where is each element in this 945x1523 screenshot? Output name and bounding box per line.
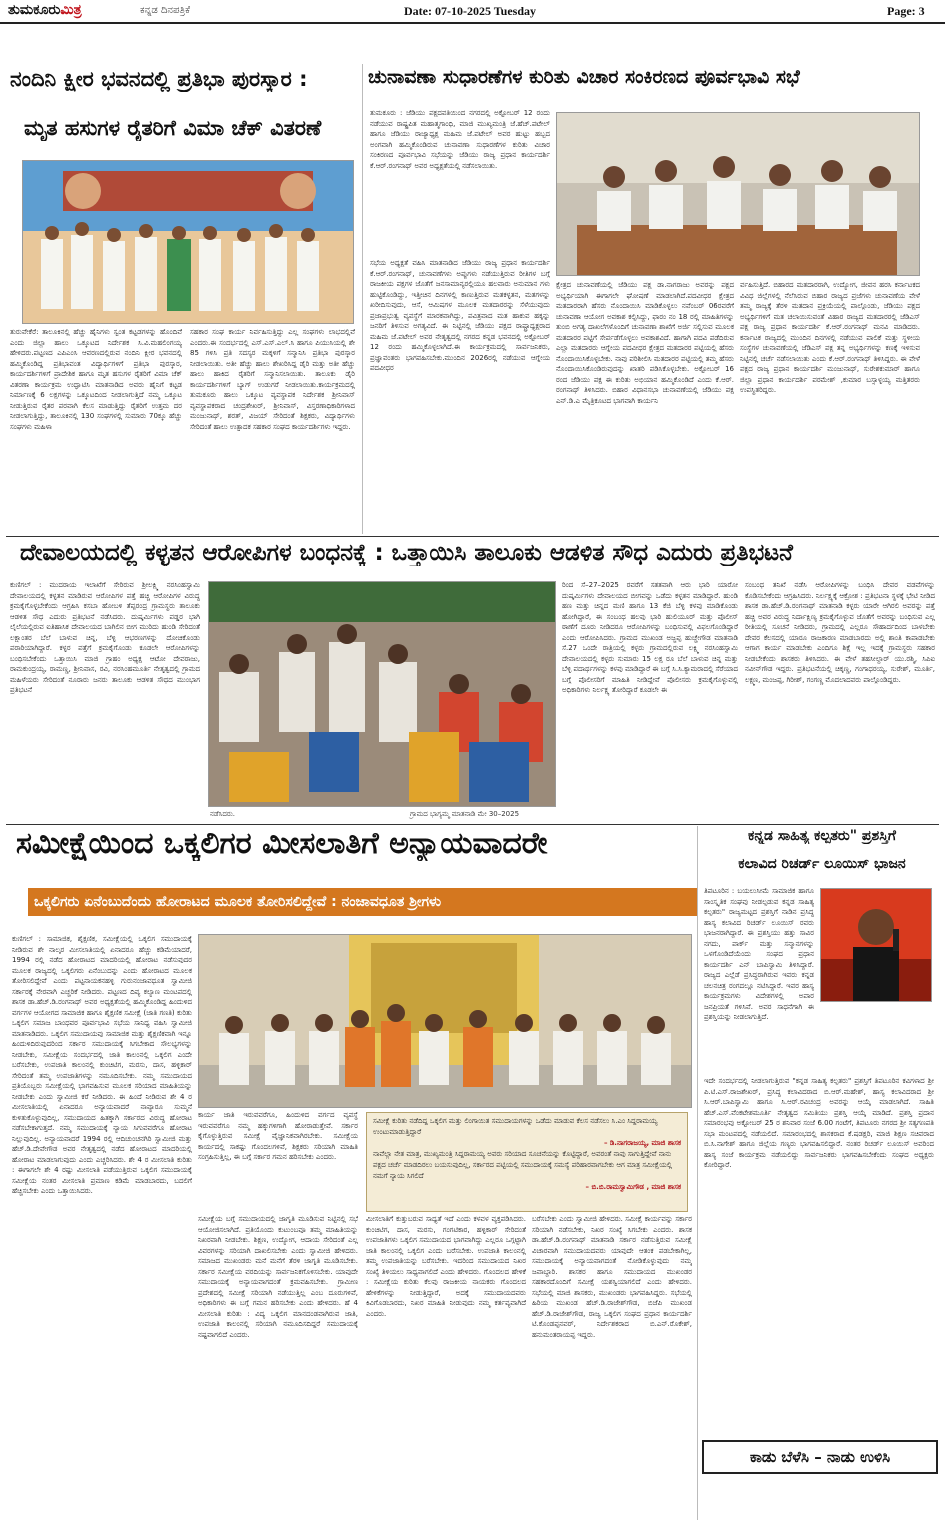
column-divider — [362, 64, 363, 534]
election-column-1: ಸಭೆಯ ಅಧ್ಯಕ್ಷತೆ ವಹಿಸಿ ಮಾತನಾಡಿದ ಜೆಡಿಯು ರಾಜ್ಯ ಪ್ರಧಾನ ಕಾರ್ಯದರ್ಶಿ ಕೆ.ಆರ್.ರಂಗನಾಥ್, ಚುನಾವಣೆಗಳು ಅಪ್ಪುಗಳು ನಡೆಯುತ್ತಿರುವ ರೀತಿಗಳ ಬಗ್ಗೆ ರಾಜಕೀಯ ಪಕ್ಷಗಳ ಜೊತೆಗೆ ಜನಸಾಮಾನ್ಯರಲ್ಲಿಯೂ ಹಲವಾರು ಅನುಮಾನ ಗಳು ಹುಟ್ಟಿಕೊಂಡಿದ್ದು, ಇತ್ತೀಚಿನ ದಿನಗಳಲ್ಲಿ ಕಾಣುತ್ತಿರುವ ಮತಕಳ್ಳತನ, ಮತಗಳನ್ನು ಖರೀದಿಸುವುದು, ಆಸೆ, ಆಮಿಷಗಳ ಮೂಲಕ ಮತದಾರರನ್ನು ಸೆಳೆಯುವುದು ಪ್ರಜಾಪ್ರಭುತ್ವ ವ್ಯವಸ್ಥೆಗೆ ಮಾರಕವಾಗಿದ್ದು, ಪವಿತ್ರವಾದ ಮತ ಹಾಕುವ ಹಕ್ಕನ್ನು ಜನರಿಗೆ ತಿಳಿಸುವ ಅಗತ್ಯವಿದೆ. ಈ ನಿಟ್ಟಿನಲ್ಲಿ ಜೆಡಿಯು ಪಕ್ಷದ ರಾಷ್ಟ್ರಾಧ್ಯಕ್ಷರಾದ ಮಹಿಮ ಜೆ.ಪಟೇಲ್ ಅವರ ನೇತೃತ್ವದಲ್ಲಿ ನಗರದ ಕನ್ನಡ ಭವನದಲ್ಲಿ ಅಕ್ಟೋಬರ್ 12 ರಂದು ಹಮ್ಮಿಕೊಳ್ಳಲಾಗಿದೆ.ಈ ಕಾರ್ಯಕ್ರಮದಲ್ಲಿ ಸಾರ್ವಜನಿಕರು, ಪ್ರಜ್ಞಾವಂತರು ಭಾಗವಹಿಸಬೇಕು.ಮುಂದಿನ 2026ರಲ್ಲಿ ನಡೆಯುವ ಆಗ್ನೇಯ ಪದವೀಧರ — [370, 259, 550, 372]
vokkaliga-column-2b: ಸಮೀಕ್ಷೆಯ ಬಗ್ಗೆ ಸಮುದಾಯದಲ್ಲಿ ಜಾಗೃತಿ ಮೂಡಿಸುವ ನಿಟ್ಟಿನಲ್ಲಿ ಸಭೆ ಆಯೋಜಿಸಲಾಗಿದೆ. ಪ್ರತಿಯೊಂದು ಕುಟುಂಬವೂ ತಮ್ಮ ಮಾಹಿತಿಯನ್ನು ನಿಖರವಾಗಿ ನೀಡಬೇಕು. ಶಿಕ್ಷಣ, ಉದ್ಯೋಗ, ಆದಾಯ ಸೇರಿದಂತೆ ಎಲ್ಲ ವಿವರಗಳನ್ನು ಸರಿಯಾಗಿ ದಾಖಲಿಸಬೇಕು ಎಂದು ಸ್ವಾಮೀಜಿ ಹೇಳಿದರು. ಸಮಾಜದ ಮುಖಂಡರು ಮನೆ ಮನೆಗೆ ತೆರಳಿ ಜಾಗೃತಿ ಮೂಡಿಸಬೇಕು. ಸರ್ಕಾರ ಸಮೀಕ್ಷೆಯ ವರದಿಯನ್ನು ಸಾರ್ವಜನಿಕಗೊಳಿಸಬೇಕು. ಯಾವುದೇ ಸಮುದಾಯಕ್ಕೆ ಅನ್ಯಾಯವಾಗದಂತೆ ಕ್ರಮವಹಿಸಬೇಕು. ಗ್ರಾಮೀಣ ಪ್ರದೇಶದಲ್ಲಿ ಸಮೀಕ್ಷೆ ಸರಿಯಾಗಿ ನಡೆಯುತ್ತಿಲ್ಲ ಎಂಬ ದೂರುಗಳಿವೆ, ಅಧಿಕಾರಿಗಳು ಈ ಬಗ್ಗೆ ಗಮನ ಹರಿಸಬೇಕು ಎಂದು ಹೇಳಿದರು. ಹೆ 4 ಮೀಸಲಾತಿ ಕುರಿತು : ವಿದ್ಯ ಒಕ್ಕಲಿಗ ಮಾನದಂಡವಾಗಿರುವ ಜಾತಿ, ಉಪಜಾತಿ ಕಾಲಂನಲ್ಲಿ ಸರಿಯಾಗಿ ನಮೂದಿಸದಿದ್ದರೆ ಸಮುದಾಯಕ್ಕೆ ನಷ್ಟವಾಗಲಿದೆ ಎಂದರು. — [198, 1215, 358, 1339]
award-column-bottom: ಇದೇ ಸಂದರ್ಭದಲ್ಲಿ ನೀಡಲಾಗುತ್ತಿರುವ "ಕನ್ನಡ ಸಾಹಿತ್ಯ ಕಲ್ಪತರು" ಪ್ರಶಸ್ತಿಗೆ ತಿಪಟೂರಿನ ಕವಿಗಳಾದ ಶ್ರೀ ಪಿ.ಟಿ.ಎಸ್.ರಾಜಶೇಖರ್, ಪ್ರಸಿದ್ಧ ಕಲಾವಿದರಾದ ಬಿ.ಆರ್.ಮಹೇಶ್, ಹಾಸ್ಯ ಕಲಾವಿದರಾದ ಶ್ರೀ ಸಿ.ಆರ್.ಬಾಪಿಸ್ವಾಮಿ ಹಾಗೂ ಸಿ.ಆರ್.ರವಿಚಂದ್ರ ಅವರನ್ನು ಆಯ್ಕೆ ಮಾಡಲಾಗಿದೆ. ಸಾಹಿತಿ ಹೆಚ್.ಎಸ್.ವೆಂಕಟೇಶಮೂರ್ತಿ ನೇತೃತ್ವದ ಸಮಿತಿಯು ಪ್ರಶಸ್ತಿ ಆಯ್ಕೆ ಮಾಡಿದೆ. ಪ್ರಶಸ್ತಿ ಪ್ರದಾನ ಸಮಾರಂಭವು ಅಕ್ಟೋಬರ್ 25 ರ ಶನಿವಾರ ಸಂಜೆ 6.00 ಗಂಟೆಗೆ, ತಿಪಟೂರು ನಗರದ ಶ್ರೀ ಸತ್ಯಗಣಪತಿ ಸಭಾ ಮಂಟಪದಲ್ಲಿ ನಡೆಯಲಿದೆ. ಸಮಾರಂಭದಲ್ಲಿ ಶಾಸಕರಾದ ಕೆ.ಷಡಕ್ಷರಿ, ಮಾಜಿ ಶಿಕ್ಷಣ ಸಚಿವರಾದ ಬಿ.ಸಿ.ನಾಗೇಶ್ ಹಾಗೂ ಜಿಲ್ಲೆಯ ಗಣ್ಯರು ಭಾಗವಹಿಸಲಿದ್ದಾರೆ. ನಂತರ ರಿಚರ್ಡ್ ಲೂಯಿಸ್ ಅವರಿಂದ ಹಾಸ್ಯ ಸಂಜೆ ಕಾರ್ಯಕ್ರಮ ನಡೆಯಲಿದ್ದು ಸಾರ್ವಜನಿಕರು ಭಾಗವಹಿಸಬೇಕೆಂದು ಸಂಘದ ಅಧ್ಯಕ್ಷರು ಕೋರಿದ್ದಾರೆ. — [704, 1077, 934, 1169]
award-headline-2: ಕಲಾವಿದ ರಿಚರ್ಡ್ ಲೂಯಿಸ್ ಭಾಜನ — [738, 856, 906, 872]
temple-protest-photo — [208, 581, 556, 807]
dairy-column-1: ತುರುವೇಕೆರೆ: ತಾಲೂಕಿನಲ್ಲಿ ಹೆಚ್ಚು ಹೈನಿಗಳು ಸ್ವಂತ ಕಟ್ಟಡಗಳನ್ನು ಹೊಂದಿವೆ ಎಂದು ಜಿಲ್ಲಾ ಹಾಲು ಒಕ್ಕೂಟದ ನಿರ್ದೇಶಕ ಸಿ.ವಿ.ಮಹಲಿಂಗಯ್ಯ ಹೇಳಿದರು.ಪಟ್ಟಣದ ಎಪಿಎಂಸಿ ಆವರಣದಲ್ಲಿರುವ ನಂದಿನಿ ಕ್ಷೀರ ಭವನದಲ್ಲಿ ಹಮ್ಮಿಕೊಂಡಿದ್ದ ಪ್ರತಿಭಾವಂತ ವಿದ್ಯಾರ್ಥಿಗಳಿಗೆ ಪ್ರತಿಭಾ ಪುರಸ್ಕಾರ, ಕಾರ್ಯದರ್ಶಿಗಳಿಗೆ ಪ್ರಾದೇಶಿಕ ಹಾಗೂ ಮೃತ ಹಸುಗಳ ರೈತರಿಗೆ ವಿಮಾ ಚೆಕ್ ವಿತರಣಾ ಕಾರ್ಯಕ್ರಮ ಉದ್ಘಾಟಿಸಿ ಮಾತನಾಡಿದ ಅವರು ಹೈನಿಗೆ ಕಟ್ಟಡ ನಿರ್ಮಾಣಕ್ಕೆ 6 ಲಕ್ಷಗಳನ್ನು ಒಕ್ಕೂಟದಿಂದ ನೀಡಲಾಗುತ್ತಿದೆ ನಮ್ಮ ಒಕ್ಕೂಟ ನೀಡುತ್ತಿರುವ ರೈತರ ಪರವಾಗಿ ಕೆಲಸ ಮಾಡುತ್ತಿದ್ದು ರೈತರಿಗೆ ಉತ್ತಮ ದರ ನೀಡಲಾಗುತ್ತಿದ್ದು, ತಾಲೂಕಿನಲ್ಲಿ 130 ಸಂಘಗಳಲ್ಲಿ ಸುಮಾರು 70ಕ್ಕೂ ಹೆಚ್ಚು ಸಂಘಗಳು ಮಹಿಳಾ — [10, 328, 182, 431]
quote-text-2: ನಾವೆಲ್ಲಾ ನೇತ ಮಾತ್ರ, ಮುಖ್ಯಮಂತ್ರಿ ಸಿದ್ದರಾಮಯ್ಯ ಅವರು ಸರಿಯಾದ ಸೂಚನೆಯನ್ನು ಕೊಟ್ಟಿದ್ದಾರೆ, ಅವರಂತೆ ನಾವು ಸಾಗುತ್ತಿದ್ದೇವೆ ನಾನು ಪಕ್ಷದ ಚರ್ಚೆ ಮಾಡದಿರಲು ಬಯಸುವುದಿಲ್ಲ, ಸರ್ಕಾರದ ಪಟ್ಟಿಯಲ್ಲಿ ಸಮುದಾಯಕ್ಕೆ ಸಮಸ್ಯೆ ಪರಿಹಾರವಾಗಬೇಕು ಆಗ ಮಾತ್ರ ಸಮೀಕ್ಷೆಯಲ್ಲಿ ನಮಗೆ ನ್ಯಾಯ ಸಿಗಲಿದೆ — [373, 1150, 673, 1180]
quote-signature-2: – ಬಿ.ಬಿ.ರಾಮಸ್ವಾಮಿಗೌಡ , ಮಾಜಿ ಶಾಸಕ — [585, 1183, 681, 1191]
page-number: Page: 3 — [887, 4, 925, 18]
quote-signature-1: – ಡಿ.ನಾಗರಾಜಯ್ಯ, ಮಾಜಿ ಶಾಸಕ — [603, 1139, 681, 1147]
election-meeting-photo — [556, 112, 920, 276]
dairy-headline-1: ನಂದಿನಿ ಕ್ಷೀರ ಭವನದಲ್ಲಿ ಪ್ರತಿಭಾ ಪುರಸ್ಕಾರ : — [10, 67, 308, 91]
section-divider — [6, 824, 939, 825]
vokkaliga-column-3: ಬರೆಸಬೇಕು ಎಂದು ಸ್ವಾಮೀಜಿ ಹೇಳಿದರು. ಸಮೀಕ್ಷೆ ಕಾರ್ಯವನ್ನು ಸರ್ಕಾರ ಸರಿಯಾಗಿ ನಡೆಸಬೇಕು, ನಿಖರ ಸಂಖ್ಯೆ ಸಿಗಬೇಕು ಎಂದರು. ಶಾಸಕ ಡಾ.ಹೆಚ್.ಡಿ.ರಂಗನಾಥ್ ಮಾತನಾಡಿ ಸರ್ಕಾರ ನಡೆಸುತ್ತಿರುವ ಸಮೀಕ್ಷೆ ವಿಚಾರವಾಗಿ ಸಮುದಾಯದವರು ಯಾವುದೇ ಆತಂಕ ಪಡಬೇಕಾಗಿಲ್ಲ, ಸಮುದಾಯಕ್ಕೆ ಅನ್ಯಾಯವಾಗದಂತೆ ನೋಡಿಕೊಳ್ಳುವುದು ನಮ್ಮ ಜವಾಬ್ದಾರಿ. ಶಾಸಕರ ಹಾಗೂ ಸಮುದಾಯದ ಮುಖಂಡರ ಸಹಕಾರದೊಂದಿಗೆ ಸಮೀಕ್ಷೆ ಯಶಸ್ವಿಯಾಗಲಿದೆ ಎಂದು ಹೇಳಿದರು. ಸಭೆಯಲ್ಲಿ ಮಾಜಿ ಶಾಸಕರು, ಮುಖಂಡರು ಭಾಗವಹಿಸಿದ್ದರು. ಸಭೆಯಲ್ಲಿ ಹಿರಿಯ ಮುಖಂಡ ಹೆಚ್.ಡಿ.ರಾಜೇಶ್‌ಗೌಡ, ಬಿಜೆಪಿ ಮುಖಂಡ ಹೆಚ್.ಡಿ.ರಾಜೇಶ್‌ಗೌಡ, ರಾಜ್ಯ ಒಕ್ಕಲಿಗ ಸಂಘದ ಪ್ರಧಾನ ಕಾರ್ಯದರ್ಶಿ ಟಿ.ಕೊಂಡಪ್ಪನವರ್, ನಿರ್ದೇಶಕರಾದ ಬಿ.ಎನ್.ರೊಕೇಶ್, ಹನುಮಂತರಾಯಪ್ಪ ಇದ್ದರು. — [532, 1215, 692, 1339]
slogan-box: ಕಾಡು ಬೆಳೆಸಿ – ನಾಡು ಉಳಿಸಿ — [702, 1440, 938, 1474]
election-column-3: ರ್ವಹಿಸುತ್ತಿದೆ. ಬಿಹಾರದ ಮತದಾರರಾಗಿ, ಉದ್ಯೋಗ, ಜೀವನ ಹರಸಿ ಕರ್ನಾಟಕದ ವಿವಿಧ ಜಿಲ್ಲೆಗಳಲ್ಲಿ ನೆಲೆಸಿರುವ ಬಿಹಾರ ರಾಜ್ಯದ ಪ್ರಜೆಗಳು ಚುನಾವಣೆಯ ವೇಳೆ ತಮ್ಮ ರಾಜ್ಯಕ್ಕೆ ತೆರಳಿ ಮತದಾನ ಪ್ರಕ್ರಿಯೆಯಲ್ಲಿ ಪಾಲ್ಗೊಂಡು, ಜೆಡಿಯು ಪಕ್ಷದ ಅಭ್ಯರ್ಥಿಗಳಿಗೆ ಮತ ಚಲಾಯಿಸುವಂತೆ ವಿಹಾರ ರಾಜ್ಯದ ಮತದಾರರಲ್ಲಿ ಜೆಡಿಎಸ್ ಪಕ್ಷ ರಾಜ್ಯ ಪ್ರಧಾನ ಕಾರ್ಯದರ್ಶಿ ಕೆ.ಆರ್.ರಂಗನಾಥ್ ಮನವಿ ಮಾಡಿದರು. ಕರ್ನಾಟಕ ರಾಜ್ಯದಲ್ಲಿ ಮುಂದಿನ ದಿನಗಳಲ್ಲಿ ನಡೆಯುವ ಪಾಲಿಕೆ ಮತ್ತು ಸ್ಥಳೀಯ ಸಂಸ್ಥೆಗಳ ಚುನಾವಣೆಯಲ್ಲಿ ಜೆಡಿಎಸ್ ಪಕ್ಷ ತನ್ನ ಅಭ್ಯರ್ಥಿಗಳನ್ನು ಕಣಕ್ಕೆ ಇಳಿಸುವ ನಿಟ್ಟಿನಲ್ಲಿ ಚರ್ಚೆ ನಡೆಸಲಾಯಿತು ಎಂದು ಕೆ.ಆರ್.ರಂಗನಾಥ್ ತಿಳಿಸಿದ್ದರು. ಈ ವೇಳೆ ಪಕ್ಷದ ರಾಜ್ಯ ಪ್ರಧಾನ ಕಾರ್ಯದರ್ಶಿ ಮಂಜುನಾಥ್, ಸುರೇಶಕುಮಾರ್ ಹಾಗೂ ಜಿಲ್ಲಾ ಪ್ರಧಾನ ಕಾರ್ಯದರ್ಶಿ ಪರಮೇಶ್ ,ಕುಮಾರ ಬಸ್ಸಾಳ್ಳಯ್ಯ ಮತ್ತಿತರರು ಉಪಸ್ಥಿತರಿದ್ದರು. — [740, 281, 920, 394]
vokkaliga-headline: ಸಮೀಕ್ಷೆಯಿಂದ ಒಕ್ಕಲಿಗರ ಮೀಸಲಾತಿಗೆ ಅನ್ಯಾಯವಾದರೇ — [16, 826, 548, 861]
temple-column-3: ಸಂಬಂಧ ತನಿಖೆ ನಡೆಸಿ ಆರೋಪಿಗಳನ್ನು ಬಂಧಿಸಿ ದೇವರ ವಡವೆಗಳನ್ನು ಕೊಡಿಸಬೇಕೆಂದು ಆಗ್ರಹಿಸಿದರು. ನಿರ್ಲಕ್ಷ್ಯಕ್ಕೆ ಆಕ್ರೋಶ : ಪ್ರತಿಭಟನಾ ಸ್ಥಳಕ್ಕೆ ಭೇಟಿ ನೀಡಿದ ಶಾಸಕ ಡಾ.ಹೆಚ್.ಡಿ.ರಂಗನಾಥ್ ಮಾತನಾಡಿ ಕಳ್ಳರು ಯಾರೇ ಆಗಿರಲಿ ಅವರನ್ನು ಪತ್ತೆ ಹಚ್ಚಿ ಅವರ ವಿರುದ್ಧ ನಿರ್ದಾಕ್ಷಿಣ್ಯ ಕ್ರಮಕೈಗೊಳ್ಳುವ ಜೊತೆಗೆ ಅವರನ್ನು ಬಂಧಿಸುವ ಎಲ್ಲ ರೀತಿಯಲ್ಲಿ ಸೂಚನೆ ನೀಡಿದರು, ಗ್ರಾಮದಲ್ಲಿ ಎಲ್ಲರೂ ಸೌಹಾರ್ದದಿಂದ ಬಾಳಬೇಕು ದೇವರ ಕೆಲಸದಲ್ಲಿ ಯಾರೂ ರಾಜಕಾರಣ ಮಾಡಬಾರದು ಅಲ್ಲಿ ಶಾಂತಿ ಕಾಪಾಡಬೇಕು ಆಗಾಗ ಕಾರ್ಯ ಮಾಡಬೇಕು ಎಂದಿಗೂ ಶಿಕ್ಷೆ ಇಲ್ಲ ಇದಕ್ಕೆ ಗ್ರಾಮಸ್ಥರು ಸಹಕಾರ ನೀಡಬೇಕೆಂದು ಶಾಸಕರು ತಿಳಿಸಿದರು. ಈ ವೇಳೆ ತಹಸೀಲ್ದಾರ್ ಯು.ರಶ್ಮಿ, ಸಿಪಿಐ ನವೀನ್‌ಗೌಡ ಇದ್ದರು. ಪ್ರತಿಭಟನೆಯಲ್ಲಿ ಚಿಕ್ಕಣ್ಣ, ಗಂಗಾಧರಯ್ಯ, ಸುರೇಶ್, ಮೂರ್ತಿ, ಲಕ್ಷ್ಮಣ, ಮಂಜಪ್ಪ, ಗಿರೀಶ್, ಗಂಗಣ್ಣ ಮೊದಲಾದವರು ಪಾಲ್ಗೊಂಡಿದ್ದರು. — [745, 581, 935, 684]
vokkaliga-meeting-photo — [198, 934, 692, 1108]
temple-photo-caption-right: ಗ್ರಾಮದ ಭಾಗ್ಯಮ್ಮ ಮಾತನಾಡಿ ಮೇ 30–2025 — [410, 810, 520, 818]
richard-louis-photo — [820, 888, 932, 1002]
award-headline-1: ಕನ್ನಡ ಸಾಹಿತ್ಯ ಕಲ್ಪತರು" ಪ್ರಶಸ್ತಿಗೆ — [748, 828, 896, 844]
column-divider — [697, 826, 698, 1520]
dairy-headline-2: ಮೃತ ಹಸುಗಳ ರೈತರಿಗೆ ವಿಮಾ ಚೆಕ್ ವಿತರಣೆ — [24, 116, 322, 140]
masthead — [0, 0, 945, 24]
award-column-top: ತಿಪಟೂರಿನ : ಬಯಲುಸೀಮೆ ಸಾಮಾಜಿಕ ಹಾಗೂ ಸಾಂಸ್ಕೃತಿಕ ಸಂಘವು ನೀಡಲ್ಪಡುವ ಕನ್ನಡ ಸಾಹಿತ್ಯ ಕಲ್ಪತರು" ರಾಜ್ಯಮಟ್ಟದ ಪ್ರಶಸ್ತಿಗೆ ನಾಡಿನ ಪ್ರಸಿದ್ಧ ಹಾಸ್ಯ ಕಲಾವಿದ ರಿಚರ್ಡ್ ಲೂಯಿಸ್ ರವರು ಭಾಜನರಾಗಿದ್ದಾರೆ. ಈ ಪ್ರಶಸ್ತಿಯು ಹತ್ತು ಸಾವಿರ ನಗದು, ಪಾರ್ಕ್ ಮತ್ತು ಸನ್ಮಾನಗಳನ್ನು ಒಳಗೊಂಡಿದೆಯೆಂದು ಸಂಘದ ಪ್ರಧಾನ ಕಾರ್ಯದರ್ಶಿ ಎನ್ ಬಾಪಿಸ್ವಾಮಿ ತಿಳಿಸಿದ್ದಾರೆ. ರಾಜ್ಯದ ಎಲ್ಲೆಡೆ ಪ್ರಸಿದ್ಧರಾಗಿರುವ ಇವರು ಕನ್ನಡ ಚಲನಚಿತ್ರ ರಂಗದಲ್ಲೂ ನಟಿಸಿದ್ದಾರೆ. ಇವರ ಹಾಸ್ಯ ಕಾರ್ಯಕ್ರಮಗಳು ವಿದೇಶಗಳಲ್ಲಿ ಅಪಾರ ಜನಪ್ರಿಯತೆ ಗಳಿಸಿವೆ. ಅವರ ಸಾಧನೆಗಾಗಿ ಈ ಪ್ರಶಸ್ತಿಯನ್ನು ನೀಡಲಾಗುತ್ತಿದೆ. — [704, 887, 814, 1021]
election-intro: ತುಮಕೂರು : ಜೆಡಿಯು ಪಕ್ಷದವತಿಯಿಂದ ನಗರದಲ್ಲಿ ಅಕ್ಟೋಬರ್ 12 ರಂದು ನಡೆಯುವ ರಾಷ್ಟ್ರಪಿತ ಮಹಾತ್ಮಗಾಂಧಿ, ಮಾಜಿ ಮುಖ್ಯಮಂತ್ರಿ ಜೆ.ಹೆಚ್.ಪಟೇಲ್ ಹಾಗೂ ಜೆಡಿಯು ರಾಜ್ಯಾಧ್ಯಕ್ಷ ಮಹಿಮ ಜೆ.ಪಟೇಲ್ ಅವರ ಹುಟ್ಟು ಹಬ್ಬದ ಅಂಗವಾಗಿ ಹಮ್ಮಿಕೊಂಡಿರುವ ಚುನಾವಣಾ ಸುಧಾರಣೆಗಳ ಕುರಿತು ವಿಚಾರ ಸಂಕಿರಣದ ಪೂರ್ವಭಾವಿ ಸಭೆಯನ್ನು ಜೆಡಿಯು ರಾಜ್ಯ ಪ್ರಧಾನ ಕಾರ್ಯದರ್ಶಿ ಕೆ.ಆರ್.ರಂಗನಾಥ್ ಅವರ ಅಧ್ಯಕ್ಷತೆಯಲ್ಲಿ ನಡೆಸಲಾಯಿತು. — [370, 109, 550, 170]
vokkaliga-column-2a: ಕಾರ್ಯ ಜಾತಿ ಇರುವವರೆಗೂ, ಹಿಂದುಳಿದ ವರ್ಗದ ವ್ಯವಸ್ಥೆ ಇರುವವರೆಗೂ ನಮ್ಮ ಹಕ್ಕುಗಳಿಗಾಗಿ ಹೋರಾಡುತ್ತೇವೆ. ಸರ್ಕಾರ ಕೈಗೊಳ್ಳುತ್ತಿರುವ ಸಮೀಕ್ಷೆ ವೈಜ್ಞಾನಿಕವಾಗಿರಬೇಕು. ಸಮೀಕ್ಷೆಯ ಕಾರ್ಯದಲ್ಲಿ ಸಾಕಷ್ಟು ಗೊಂದಲಗಳಿವೆ, ಶಿಕ್ಷಕರು ಸರಿಯಾಗಿ ಮಾಹಿತಿ ಸಂಗ್ರಹಿಸುತ್ತಿಲ್ಲ, ಈ ಬಗ್ಗೆ ಸರ್ಕಾರ ಗಮನ ಹರಿಸಬೇಕು ಎಂದರು. — [198, 1111, 358, 1161]
vokkaliga-quote-box — [366, 1112, 688, 1212]
temple-photo-caption-left: ನಡೆಸಿದರು. — [210, 810, 236, 818]
issue-date: Date: 07-10-2025 Tuesday — [404, 4, 537, 18]
election-column-2: ಕ್ಷೇತ್ರದ ಚುನಾವಣೆಯಲ್ಲಿ ಜೆಡಿಯು ಪಕ್ಷ ಡಾ.ನಾಗರಾಜು ಅವರನ್ನು ಪಕ್ಷದ ಅಭ್ಯರ್ಥಿಯಾಗಿ ಈಗಾಗಲೇ ಘೋಷಣೆ ಮಾಡಲಾಗಿದೆ.ಪದವೀಧರ ಕ್ಷೇತ್ರದ ಮತದಾರರಾಗಿ ಹೆಸರು ನೊಂದಾಯಿಸಿ ಮಾಡಿಕೊಳ್ಳಲು ನವೆಂಬರ್ 06ರವರೆಗೆ ಚುನಾವಣಾ ಆಯೋಗ ಅವಕಾಶ ಕಲ್ಪಿಸಿದ್ದು, ಫಾರಂ ನಂ 18 ರಲ್ಲಿ ಮಾಹಿತಿಗಳನ್ನು ತುಂಬಿ ಅಗತ್ಯ ದಾಖಲೆಗಳೊಂದಿಗೆ ಚುನಾವಣಾ ಶಾಖೆಗೆ ಅರ್ಜಿ ಸಲ್ಲಿಸುವ ಮೂಲಕ ಮತದಾರರ ಪಟ್ಟಿಗೆ ಸೇರ್ಪಡೆಗೊಳ್ಳಲು ಅವಕಾಶವಿದೆ. ಹಾಗಾಗಿ ಪದವಿ ಪಡೆದಿರುವ ಎಲ್ಲಾ ಮತದಾರರು ಆಗ್ನೇಯ ಪದವೀಧರ ಕ್ಷೇತ್ರದ ಮತದಾರರ ಪಟ್ಟಿಯಲ್ಲಿ ಹೆಸರು ನೊಂದಾಯಿಸಿಕೊಳ್ಳಬೇಕು. ನಾವು ಪರಿಶೀಲಿಸಿ ಮತದಾರರ ಪಟ್ಟಿಯಲ್ಲಿ ತಮ್ಮ ಹೆಸರು ನೊಂದಾಯಿಸಿಕೊಂಡಿರುವುದನ್ನು ಖಾತರಿ ಪಡಿಸಿಕೊಳ್ಳಬೇಕು. ಅಕ್ಟೋಬರ್ 16 ರಂದ ಜೆಡಿಯು ಪಕ್ಷ ಈ ಕುರಿತು ಅಭಿಯಾನ ಹಮ್ಮಿಕೊಂಡಿದೆ ಎಂದು ಕೆ.ಆರ್. ರಂಗನಾಥ್ ತಿಳಿಸಿದರು. ಬಿಹಾರ ವಿಧಾನಸಭಾ ಚುನಾವಣೆಯಲ್ಲಿ ಜೆಡಿಯು ಪಕ್ಷ ಎನ್.ಡಿ.ಎ ಮೈತ್ರಿಕೂಟದ ಭಾಗವಾಗಿ ಕಾರ್ಯನಿ — [556, 281, 734, 405]
vokkaliga-column-2c: ಮೀಸಲಾತಿಗೆ ಕುತ್ತುಬರುವ ಸಾಧ್ಯತೆ ಇದೆ ಎಂದು ಕಳವಳ ವ್ಯಕ್ತಪಡಿಸಿದರು. ಕುಂಚಿಟಿಗ, ದಾಸ, ಮರಸು, ಗಂಗಟಿಕಾರ, ಹಳ್ಳಿಕಾರ್ ಸೇರಿದಂತೆ ಉಪಜಾತಿಗಳು ಒಕ್ಕಲಿಗ ಸಮುದಾಯದ ಭಾಗವಾಗಿದ್ದು ಎಲ್ಲರೂ ಒಗ್ಗಟ್ಟಾಗಿ ಜಾತಿ ಕಾಲಂನಲ್ಲಿ ಒಕ್ಕಲಿಗ ಎಂದು ಬರೆಸಬೇಕು. ಉಪಜಾತಿ ಕಾಲಂನಲ್ಲಿ ತಮ್ಮ ಉಪಜಾತಿಯನ್ನು ಬರೆಸಬೇಕು. ಇದರಿಂದ ಸಮುದಾಯದ ನಿಖರ ಸಂಖ್ಯೆ ತಿಳಿಯಲು ಸಾಧ್ಯವಾಗಲಿದೆ ಎಂದು ಹೇಳಿದರು. ಗೊಂದಲದ ಹೇಳಿಕೆ : ಸಮೀಕ್ಷೆಯ ಕುರಿತು ಕೆಲವು ರಾಜಕೀಯ ನಾಯಕರು ಗೊಂದಲದ ಹೇಳಿಕೆಗಳನ್ನು ನೀಡುತ್ತಿದ್ದಾರೆ, ಅದಕ್ಕೆ ಸಮುದಾಯದವರು ಕಿವಿಗೊಡಬಾರದು, ನಿಖರ ಮಾಹಿತಿ ನೀಡುವುದು ನಮ್ಮ ಕರ್ತವ್ಯವಾಗಿದೆ ಎಂದರು. — [366, 1215, 526, 1318]
vokkaliga-column-1: ಕುಣಿಗಲ್ : ಸಾಮಾಜಿಕ, ಶೈಕ್ಷಣಿಕ, ಸಮೀಕ್ಷೆಯಲ್ಲಿ ಒಕ್ಕಲಿಗ ಸಮುದಾಯಕ್ಕೆ ನೀಡಿರುವ ಶೇ ನಾಲ್ಕರ ಮೀಸಲಾತಿಯಲ್ಲಿ ಏನಾದರೂ ಹೆಚ್ಚು ಕಡಿಮೆಯಾದರೆ, 1994 ರಲ್ಲಿ ನಡೆದ ಹೋರಾಟದ ಮಾದರಿಯಲ್ಲಿ ಹೋರಾಟ ನಡೆಸುವುದರ ಮೂಲಕ ರಾಜ್ಯದಲ್ಲಿ ಒಕ್ಕಲಿಗರು ಏನೆಂಬುದನ್ನು ಎಂದು ಹೋರಾಟದ ಮೂಲಕ ತೋರಿಸಲಿದ್ದೇವೆ ಎಂದು ಪಟ್ಟನಾಯಕನಹಳ್ಳಿ ಗುರುನಂಜಾವಧೂತ ಸ್ವಾಮೀಜಿ ಸರ್ಕಾರಕ್ಕೆ ನೇರವಾಗಿ ಎಚ್ಚರಿಕೆ ನೀಡಿದರು. ಪಟ್ಟಣದ ದಿವ್ಯ ಕಲ್ಯಾಣ ಮಂಟಪದಲ್ಲಿ ಶಾಸಕ ಡಾ.ಹೆಚ್.ಡಿ.ರಂಗನಾಥ್ ಅವರ ಅಧ್ಯಕ್ಷತೆಯಲ್ಲಿ ಹಮ್ಮಿಕೊಂಡಿದ್ದ ಹಿಂದುಳಿದ ವರ್ಗಗಳ ಆಯೋಗದ ಸಾಮಾಜಿಕ ಹಾಗೂ ಶೈಕ್ಷಣಿಕ ಸಮೀಕ್ಷೆ (ಜಾತಿ ಗಣತಿ) ಕುರಿತು ಒಕ್ಕಲಿಗ ಸಮಾಜ ಬಾಂಧವರ ಪೂರ್ವಭಾವಿ ಸಭೆಯ ಸಾನಿಧ್ಯ ವಹಿಸಿ ಸ್ವಾಮೀಜಿ ಮಾತನಾಡಿದರು. ಒಕ್ಕಲಿಗ ಸಮುದಾಯವು ಸಾಮಾಜಿಕ ಮತ್ತು ಶೈಕ್ಷಣಿಕವಾಗಿ ಇನ್ನೂ ಹಿಂದುಳಿದಿರುವುದರಿಂದ ಸರ್ಕಾರ ಸಮುದಾಯಕ್ಕೆ ಸಿಗಬೇಕಾದ ಸೌಲಭ್ಯಗಳನ್ನು ನೀಡಬೇಕು, ಸಮೀಕ್ಷೆಯ ಸಂದರ್ಭದಲ್ಲಿ ಜಾತಿ ಕಾಲಂನಲ್ಲಿ ಒಕ್ಕಲಿಗ ಎಂದೇ ಬರೆಸಬೇಕು, ಉಪಜಾತಿ ಕಾಲಂನಲ್ಲಿ ಕುಂಚಿಟಿಗ, ಮರಸು, ದಾಸ, ಹಳ್ಳಿಕಾರ್ ಸೇರಿದಂತೆ ತಮ್ಮ ಉಪಜಾತಿಗಳನ್ನು ನಮೂದಿಸಬೇಕು. ನಮ್ಮ ಸಮುದಾಯದ ಪ್ರತಿಯೊಬ್ಬರು ಸಮೀಕ್ಷೆಯಲ್ಲಿ ಭಾಗವಹಿಸುವ ಮೂಲಕ ಸರಿಯಾದ ಮಾಹಿತಿಯನ್ನು ನೀಡಬೇಕು ಎಂದು ಸ್ವಾಮೀಜಿ ಕರೆ ನೀಡಿದರು. ಈ ಹಿಂದೆ ನೀಡಿರುವ ಶೇ 4 ರ ಮೀಸಲಾತಿಯಲ್ಲಿ ಏನಾದರೂ ಅನ್ಯಾಯವಾದರೆ ನಾವ್ಯಾರೂ ಸುಮ್ಮನೆ ಕುಳಿತುಕೊಳ್ಳುವುದಿಲ್ಲ, ಸಮುದಾಯದ ಹಿತಕ್ಕಾಗಿ ಸರ್ಕಾರದ ವಿರುದ್ಧ ಹೋರಾಟ ನಡೆಸಬೇಕಾಗುತ್ತದೆ. ನಮ್ಮ ಸಮುದಾಯಕ್ಕೆ ನ್ಯಾಯ ಸಿಗುವವರೆಗೂ ಹೋರಾಟ ನಿಲ್ಲುವುದಿಲ್ಲ. ಅನ್ಯಾಯವಾದರೆ 1994 ರಲ್ಲಿ ಆದಿಚುಂಚನಗಿರಿ ಸ್ವಾಮೀಜಿ ಮತ್ತು ಹೆಚ್.ಡಿ.ದೇವೇಗೌಡ ಅವರ ನೇತೃತ್ವದಲ್ಲಿ ನಡೆದ ಹೋರಾಟದ ಮಾದರಿಯಲ್ಲಿ ಹೋರಾಟ ಮಾಡಲಾಗುವುದು ಎಂದು ಎಚ್ಚರಿಸಿದರು. ಶೇ 4 ರ ಮೀಸಲಾತಿ ಕುರಿತು : ಈಗಾಗಲೇ ಶೇ 4 ರಷ್ಟು ಮೀಸಲಾತಿ ಪಡೆಯುತ್ತಿರುವ ಒಕ್ಕಲಿಗ ಸಮುದಾಯಕ್ಕೆ ಸಮೀಕ್ಷೆಯ ನಂತರ ಮೀಸಲಾತಿ ಪ್ರಮಾಣ ಕಡಿಮೆ ಮಾಡಬಾರದು, ಬದಲಿಗೆ ಹೆಚ್ಚಿಸಬೇಕು ಎಂದು ಒತ್ತಾಯಿಸಿದರು. — [12, 935, 192, 1195]
newspaper-logo: ತುಮಕೂರುಮಿತ್ರ — [8, 2, 82, 18]
temple-column-1: ಕುಣಿಗಲ್ : ಮುದರಾಯ ಇಲಾಖೆಗೆ ಸೇರಿರುವ ಶ್ರೀಲಕ್ಷ್ಮಿ ನರಸಿಂಹಸ್ವಾಮಿ ದೇವಾಲಯದಲ್ಲಿ ಕಳ್ಳತನ ಮಾಡಿರುವ ಆರೋಪಿಗಳ ಪತ್ತೆ ಹಚ್ಚಿ ಆರೋಪಿಗಳ ವಿರುದ್ಧ ಕ್ರಮಕೈಗೊಳ್ಳಬೇಕೆಂದು ಆಗ್ರಹಿಸಿ ಕಸಬಾ ಹೋಬಳಿ ತೆಪ್ಪರಂದ್ರ ಗ್ರಾಮಸ್ಥರು ತಾಲೂಕು ಆಡಳಿತ ಸೌಧ ಎದುರು ಪ್ರತಿಭಟನೆ ನಡೆಸಿದರು. ದುಷ್ಕರ್ಮಿಗಳು ಪಡ್ಡರ ಭಾಗಿ ಲೈಲೆಯಲ್ಲಿರುವ ಐತಿಹಾಸಿಕ ದೇವಾಲಯದ ಬಾಗಿಲಿನ ಬೀಗ ಮುರಿದು ಹುಂಡಿ ಸೇರಿದಂತೆ ಲಕ್ಷಾಂತರ ಬೆಲೆ ಬಾಳುವ ಚಿನ್ನ, ಬೆಳ್ಳಿ ಆಭರಣಗಳನ್ನು ದೋಚಿಕೊಂಡು ಪರಾರಿಯಾಗಿದ್ದಾರೆ. ಕಳ್ಳರ ಪತ್ತೆಗೆ ಕ್ರಮಕೈಗೊಂಡು ಕೂಡಲೇ ಆರೋಪಿಗಳನ್ನು ಬಂಧಿಸಬೇಕೆಂದು ಒತ್ತಾಯಿಸಿ ಮಾಜಿ ಗ್ರಾಹಂ ಅಧ್ಯಕ್ಷ ಆಟೋ ದೇವರಾಜು, ರಾಮಕುಂದ್ರಯ್ಯ, ರಾಮಣ್ಣ, ಶ್ರೀನಿವಾಸ, ರವಿ, ನರಸಿಂಹಮೂರ್ತಿ ನೇತೃತ್ವದಲ್ಲಿ ಗ್ರಾಮದ ಮಹಿಳೆಯರು ಸೇರಿದಂತೆ ನೂರಾರು ಜನರು ತಾಲೂಕು ಆಡಳಿತ ಸೌಧದ ಮುಂಭಾಗ ಪ್ರತಿಭಟನೆ — [10, 581, 200, 694]
temple-headline: ದೇವಾಲಯದಲ್ಲಿ ಕಳ್ಳತನ ಆರೋಪಿಗಳ ಬಂಧನಕ್ಕೆ : ಒತ್ತಾಯಿಸಿ ತಾಲೂಕು ಆಡಳಿತ ಸೌಧ ಎದುರು ಪ್ರತಿಭಟನೆ — [20, 540, 793, 566]
tagline: ಕನ್ನಡ ದಿನಪತ್ರಿಕೆ — [140, 5, 191, 16]
section-divider — [6, 536, 939, 537]
temple-column-2: ರಿಂದ ಸೆ–27–2025 ರವರೆಗೆ ಸತತವಾಗಿ ಆರು ಭಾರಿ ಯಾರೋ ದುಷ್ಕರ್ಮಿಗಳು ದೇವಾಲಯದ ಬೀಗವನ್ನು ಒಡೆದು ಕಳ್ಳತನ ಮಾಡಿದ್ದಾರೆ. ಹುಂಡಿ ಹಣ ಮತ್ತು ಚಿನ್ನದ ಮಣಿ ಹಾಗೂ 13 ಕೆಜಿ ಬೆಳ್ಳಿ ಕಳವು ಮಾಡಿಕೊಂಡು ಹೋಗಿದ್ದಾರೆ, ಈ ಸಂಬಂಧ ಹಲವು ಭಾರಿ ಹುಲಿಯೂರ್ ಮತ್ತು ಪೊಲೀಸ್ ಠಾಣೆಗೆ ದೂರು ನೀಡಿದರೂ ಆರೋಪಿಗಳನ್ನು ಬಂಧಿಸುವಲ್ಲಿ ವಿಫಲಗೊಂಡಿದ್ದಾರೆ ಎಂದು ಆರೋಪಿಸಿದರು. ಗ್ರಾಮದ ಮುಖಂಡ ಅಜ್ಜಪ್ಪ ಹುಚ್ಚೇಗೌಡ ಮಾತನಾಡಿ ಸೆ.27 ಒಂದೇ ರಾತ್ರಿಯಲ್ಲಿ ಕಳ್ಳರು ಗ್ರಾಮದಲ್ಲಿರುವ ಲಕ್ಷ್ಮಿ ನರಸಿಂಹಸ್ವಾಮಿ ದೇವಾಲಯದಲ್ಲಿ ಕಳ್ಳರು ಸುಮಾರು 15 ಲಕ್ಷ ರೂ ಬೆಲೆ ಬಾಳುವ ಚಿನ್ನ ಮತ್ತು ಬೆಳ್ಳಿ ಪದಾರ್ಥಗಳನ್ನು ಕಳವು ಮಾಡಿದ್ದಾರೆ ಈ ಬಗ್ಗೆ ಸಿ.ಸಿ.ಕ್ಯಾಮರಾದಲ್ಲಿ ಸೆರೆಯಾದ ಬಗ್ಗೆ ಪೊಲೀಸರಿಗೆ ಮಾಹಿತಿ ನೀಡಿದ್ದೇವೆ ಪೊಲೀಸರು ಕ್ರಮಕೈಗೊಳ್ಳುವಲ್ಲಿ ಅಧಿಕಾರಿಗಳು ನಿರ್ಲಕ್ಷ್ಯ ತೋರಿದ್ದಾರೆ ಕೂಡಲೇ ಈ — [562, 581, 738, 694]
vokkaliga-subheadline: ಒಕ್ಕಲಿಗರು ಏನೆಂಬುದೆಂದು ಹೋರಾಟದ ಮೂಲಕ ತೋರಿಸಲಿದ್ದೇವೆ : ನಂಜಾವಧೂತ ಶ್ರೀಗಳು — [28, 888, 698, 916]
quote-text-1: ಸಮೀಕ್ಷೆ ಕುರಿತು ನಡೆದಿದ್ದ ಒಕ್ಕಲಿಗ ಮತ್ತು ಲಿಂಗಾಯಿತ ಸಮುದಾಯಗಳನ್ನು ಒಡೆದು ಮಾಡುವ ಕೆಲಸ ನಡೆಸಲು ಸಿ.ಎಂ ಸಿದ್ದರಾಮಯ್ಯ ಉಂಟುಮಾಡುತ್ತಿದ್ದಾರೆ — [373, 1117, 658, 1136]
dairy-award-photo — [22, 160, 354, 324]
election-headline: ಚುನಾವಣಾ ಸುಧಾರಣೆಗಳ ಕುರಿತು ವಿಚಾರ ಸಂಕಿರಣದ ಪೂರ್ವಭಾವಿ ಸಭೆ — [368, 66, 800, 88]
dairy-column-2: ಸಹಕಾರ ಸಂಘ ಕಾರ್ಯ ನಿರ್ವಹಿಸುತ್ತಿದ್ದು ಎಲ್ಲ ಸಂಘಗಳು ಲಾಭದಲ್ಲಿವೆ ಎಂದರು.ಈ ಸಂದರ್ಭದಲ್ಲಿ ಎಸ್.ಎಸ್.ಎಲ್.ಸಿ ಹಾಗೂ ಪಿಯುಸಿಯಲ್ಲಿ ಶೇ 85 ಗಳಿಸಿ ಪ್ರತಿ ಸದಸ್ಯರ ಮಕ್ಕಳಿಗೆ ಸನ್ಮಾನಿಸಿ ಪ್ರತಿಭಾ ಪುರಸ್ಕಾರ ನೀಡಲಾಯಿತು. ಅತೀ ಹೆಚ್ಚು ಹಾಲು ಶೇಖರಿಸಿದ್ದ ಡೈರಿ ಮತ್ತು ಅತೀ ಹೆಚ್ಚು ಹಾಲು ಹಾಕಿದ ರೈತರಿಗೆ ಸನ್ಮಾನಿಸಲಾಯಿತು. ತಾಲೂಕು ಡೈರಿ ಕಾರ್ಯದರ್ಶಿಗಳಿಗೆ ಬ್ಯಾಗ್ ಉಡುಗರೆ ನೀಡಲಾಯಿತು.ಕಾರ್ಯಕ್ರಮದಲ್ಲಿ ತುಮಕೂರು ಹಾಲು ಒಕ್ಕೂಟ ವ್ಯವಸ್ಥಾಪಕ ನಿರ್ದೇಶಕ ಶ್ರೀನಿವಾಸ್ ವ್ಯವಸ್ಥಾಪಕರಾದ ಚಂದ್ರಶೇಖರ್, ಶ್ರೀನಿವಾಸ್, ವಿಸ್ತರಣಾಧಿಕಾರಿಗಳಾದ ಮಂಜುನಾಥ್, ಶರತ್, ವಿಜಯ್ ಸೇರಿದಂತೆ ಶಿಕ್ಷಕರು, ವಿದ್ಯಾರ್ಥಿಗಳು ಸೇರಿದಂತೆ ಹಾಲು ಉತ್ಪಾದಕ ಸಹಕಾರ ಸಂಘದ ಕಾರ್ಯದರ್ಶಿಗಳು ಇದ್ದರು. — [190, 328, 355, 431]
